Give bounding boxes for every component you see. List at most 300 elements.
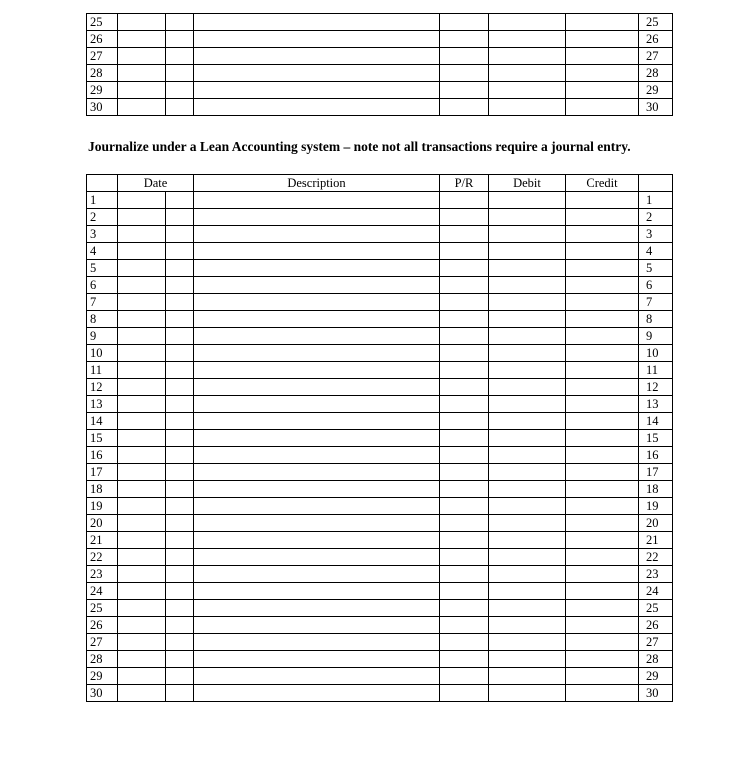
description-cell[interactable]: [194, 14, 440, 31]
table-row: [87, 209, 673, 226]
table-row: [87, 192, 673, 209]
date-month-cell[interactable]: [118, 549, 166, 566]
credit-cell[interactable]: [566, 65, 639, 82]
row-number-left: 25: [87, 14, 118, 31]
date-month-cell[interactable]: [118, 617, 166, 634]
date-month-cell[interactable]: [118, 209, 166, 226]
credit-cell[interactable]: [566, 481, 639, 498]
row-number-left: 30: [87, 685, 118, 702]
credit-cell[interactable]: [566, 651, 639, 668]
debit-cell[interactable]: [489, 685, 566, 702]
pr-cell[interactable]: [440, 413, 489, 430]
credit-cell[interactable]: [566, 617, 639, 634]
description-cell[interactable]: [194, 447, 440, 464]
row-number-left: 18: [87, 481, 118, 498]
header-debit: Debit: [489, 175, 566, 192]
pr-cell[interactable]: [440, 651, 489, 668]
credit-cell[interactable]: [566, 345, 639, 362]
credit-cell[interactable]: [566, 99, 639, 116]
description-cell[interactable]: [194, 362, 440, 379]
debit-cell[interactable]: [489, 566, 566, 583]
row-number-left: 26: [87, 617, 118, 634]
credit-cell[interactable]: [566, 447, 639, 464]
date-day-cell[interactable]: [166, 243, 194, 260]
pr-cell[interactable]: [440, 345, 489, 362]
date-month-cell[interactable]: [118, 48, 166, 65]
credit-cell[interactable]: [566, 532, 639, 549]
credit-cell[interactable]: [566, 600, 639, 617]
table-row: [87, 345, 673, 362]
date-month-cell[interactable]: [118, 379, 166, 396]
table-row: [87, 82, 673, 99]
date-month-cell[interactable]: [118, 600, 166, 617]
date-day-cell[interactable]: [166, 379, 194, 396]
pr-cell[interactable]: [440, 668, 489, 685]
date-day-cell[interactable]: [166, 294, 194, 311]
credit-cell[interactable]: [566, 464, 639, 481]
debit-cell[interactable]: [489, 345, 566, 362]
pr-cell[interactable]: [440, 600, 489, 617]
table-row: [87, 447, 673, 464]
row-number-right: 28: [639, 651, 673, 668]
table-row: [87, 277, 673, 294]
debit-cell[interactable]: [489, 192, 566, 209]
credit-cell[interactable]: [566, 566, 639, 583]
table-row: [87, 651, 673, 668]
table-row: [87, 65, 673, 82]
date-day-cell[interactable]: [166, 48, 194, 65]
credit-cell[interactable]: [566, 430, 639, 447]
pr-cell[interactable]: [440, 515, 489, 532]
row-number-left: 15: [87, 430, 118, 447]
description-cell[interactable]: [194, 549, 440, 566]
description-cell[interactable]: [194, 515, 440, 532]
date-day-cell[interactable]: [166, 447, 194, 464]
date-month-cell[interactable]: [118, 277, 166, 294]
description-cell[interactable]: [194, 651, 440, 668]
credit-cell[interactable]: [566, 634, 639, 651]
row-number-left: 27: [87, 634, 118, 651]
date-day-cell[interactable]: [166, 498, 194, 515]
table-row: [87, 311, 673, 328]
row-number-left: 1: [87, 192, 118, 209]
row-number-left: 28: [87, 65, 118, 82]
main-journal-table: [86, 174, 673, 702]
pr-cell[interactable]: [440, 362, 489, 379]
row-number-right: 10: [639, 345, 673, 362]
row-number-left: 29: [87, 82, 118, 99]
row-number-left: 28: [87, 651, 118, 668]
date-month-cell[interactable]: [118, 413, 166, 430]
date-day-cell[interactable]: [166, 31, 194, 48]
table-row: [87, 396, 673, 413]
pr-cell[interactable]: [440, 48, 489, 65]
date-day-cell[interactable]: [166, 99, 194, 116]
date-day-cell[interactable]: [166, 65, 194, 82]
description-cell[interactable]: [194, 345, 440, 362]
pr-cell[interactable]: [440, 328, 489, 345]
row-number-left: 10: [87, 345, 118, 362]
pr-cell[interactable]: [440, 65, 489, 82]
description-cell[interactable]: [194, 99, 440, 116]
date-month-cell[interactable]: [118, 260, 166, 277]
pr-cell[interactable]: [440, 396, 489, 413]
credit-cell[interactable]: [566, 226, 639, 243]
debit-cell[interactable]: [489, 209, 566, 226]
date-month-cell[interactable]: [118, 82, 166, 99]
debit-cell[interactable]: [489, 600, 566, 617]
debit-cell[interactable]: [489, 549, 566, 566]
pr-cell[interactable]: [440, 464, 489, 481]
table-row: [87, 328, 673, 345]
table-row: [87, 99, 673, 116]
debit-cell[interactable]: [489, 243, 566, 260]
row-number-left: 12: [87, 379, 118, 396]
row-number-right: 16: [639, 447, 673, 464]
row-number-left: 14: [87, 413, 118, 430]
credit-cell[interactable]: [566, 668, 639, 685]
row-number-left: 19: [87, 498, 118, 515]
description-cell[interactable]: [194, 617, 440, 634]
table-row: [87, 515, 673, 532]
row-number-left: 25: [87, 600, 118, 617]
header-pr: P/R: [440, 175, 489, 192]
pr-cell[interactable]: [440, 566, 489, 583]
row-number-right: 18: [639, 481, 673, 498]
credit-cell[interactable]: [566, 583, 639, 600]
description-cell[interactable]: [194, 294, 440, 311]
date-day-cell[interactable]: [166, 464, 194, 481]
credit-cell[interactable]: [566, 311, 639, 328]
row-number-right: 30: [639, 685, 673, 702]
debit-cell[interactable]: [489, 447, 566, 464]
pr-cell[interactable]: [440, 532, 489, 549]
pr-cell[interactable]: [440, 481, 489, 498]
credit-cell[interactable]: [566, 328, 639, 345]
row-number-right: 25: [639, 14, 673, 31]
table-row: [87, 379, 673, 396]
debit-cell[interactable]: [489, 362, 566, 379]
pr-cell[interactable]: [440, 82, 489, 99]
row-number-right: 24: [639, 583, 673, 600]
pr-cell[interactable]: [440, 379, 489, 396]
table-row: [87, 668, 673, 685]
date-day-cell[interactable]: [166, 192, 194, 209]
row-number-right: 20: [639, 515, 673, 532]
pr-cell[interactable]: [440, 634, 489, 651]
row-number-right: 26: [639, 31, 673, 48]
debit-cell[interactable]: [489, 260, 566, 277]
row-number-left: 8: [87, 311, 118, 328]
date-day-cell[interactable]: [166, 277, 194, 294]
description-cell[interactable]: [194, 430, 440, 447]
description-cell[interactable]: [194, 413, 440, 430]
credit-cell[interactable]: [566, 413, 639, 430]
description-cell[interactable]: [194, 583, 440, 600]
row-number-left: 21: [87, 532, 118, 549]
row-number-left: 24: [87, 583, 118, 600]
pr-cell[interactable]: [440, 226, 489, 243]
credit-cell[interactable]: [566, 498, 639, 515]
date-month-cell[interactable]: [118, 447, 166, 464]
table-row: [87, 31, 673, 48]
row-number-right: 23: [639, 566, 673, 583]
pr-cell[interactable]: [440, 685, 489, 702]
date-month-cell[interactable]: [118, 651, 166, 668]
row-number-left: 11: [87, 362, 118, 379]
date-month-cell[interactable]: [118, 294, 166, 311]
date-month-cell[interactable]: [118, 532, 166, 549]
header-description: Description: [194, 175, 440, 192]
debit-cell[interactable]: [489, 430, 566, 447]
credit-cell[interactable]: [566, 48, 639, 65]
credit-cell[interactable]: [566, 379, 639, 396]
row-number-left: 3: [87, 226, 118, 243]
row-number-right: 28: [639, 65, 673, 82]
credit-cell[interactable]: [566, 549, 639, 566]
description-cell[interactable]: [194, 209, 440, 226]
pr-cell[interactable]: [440, 311, 489, 328]
pr-cell[interactable]: [440, 192, 489, 209]
date-day-cell[interactable]: [166, 566, 194, 583]
date-day-cell[interactable]: [166, 226, 194, 243]
date-day-cell[interactable]: [166, 413, 194, 430]
debit-cell[interactable]: [489, 379, 566, 396]
description-cell[interactable]: [194, 328, 440, 345]
date-day-cell[interactable]: [166, 311, 194, 328]
date-month-cell[interactable]: [118, 311, 166, 328]
credit-cell[interactable]: [566, 685, 639, 702]
row-number-right: 6: [639, 277, 673, 294]
pr-cell[interactable]: [440, 31, 489, 48]
date-month-cell[interactable]: [118, 226, 166, 243]
description-cell[interactable]: [194, 685, 440, 702]
table-row: [87, 294, 673, 311]
table-row: [87, 685, 673, 702]
description-cell[interactable]: [194, 277, 440, 294]
debit-cell[interactable]: [489, 99, 566, 116]
description-cell[interactable]: [194, 260, 440, 277]
description-cell[interactable]: [194, 243, 440, 260]
date-day-cell[interactable]: [166, 685, 194, 702]
date-month-cell[interactable]: [118, 362, 166, 379]
date-day-cell[interactable]: [166, 515, 194, 532]
row-number-left: 6: [87, 277, 118, 294]
pr-cell[interactable]: [440, 99, 489, 116]
row-number-left: 2: [87, 209, 118, 226]
debit-cell[interactable]: [489, 396, 566, 413]
date-day-cell[interactable]: [166, 651, 194, 668]
description-cell[interactable]: [194, 498, 440, 515]
debit-cell[interactable]: [489, 515, 566, 532]
credit-cell[interactable]: [566, 14, 639, 31]
pr-cell[interactable]: [440, 294, 489, 311]
date-month-cell[interactable]: [118, 345, 166, 362]
date-month-cell[interactable]: [118, 515, 166, 532]
credit-cell[interactable]: [566, 294, 639, 311]
credit-cell[interactable]: [566, 31, 639, 48]
debit-cell[interactable]: [489, 617, 566, 634]
row-number-left: 29: [87, 668, 118, 685]
table-row: [87, 481, 673, 498]
credit-cell[interactable]: [566, 362, 639, 379]
date-day-cell[interactable]: [166, 82, 194, 99]
description-cell[interactable]: [194, 48, 440, 65]
credit-cell[interactable]: [566, 243, 639, 260]
description-cell[interactable]: [194, 192, 440, 209]
table-row: [87, 413, 673, 430]
date-month-cell[interactable]: [118, 14, 166, 31]
table-row: [87, 243, 673, 260]
description-cell[interactable]: [194, 396, 440, 413]
row-number-right: 14: [639, 413, 673, 430]
pr-cell[interactable]: [440, 617, 489, 634]
date-month-cell[interactable]: [118, 668, 166, 685]
pr-cell[interactable]: [440, 277, 489, 294]
date-day-cell[interactable]: [166, 362, 194, 379]
date-month-cell[interactable]: [118, 498, 166, 515]
date-day-cell[interactable]: [166, 260, 194, 277]
description-cell[interactable]: [194, 379, 440, 396]
debit-cell[interactable]: [489, 634, 566, 651]
row-number-right: 19: [639, 498, 673, 515]
pr-cell[interactable]: [440, 14, 489, 31]
date-month-cell[interactable]: [118, 192, 166, 209]
row-number-right: 7: [639, 294, 673, 311]
row-number-right: 27: [639, 48, 673, 65]
debit-cell[interactable]: [489, 277, 566, 294]
date-day-cell[interactable]: [166, 396, 194, 413]
row-number-left: 30: [87, 99, 118, 116]
pr-cell[interactable]: [440, 260, 489, 277]
credit-cell[interactable]: [566, 396, 639, 413]
date-day-cell[interactable]: [166, 549, 194, 566]
debit-cell[interactable]: [489, 82, 566, 99]
debit-cell[interactable]: [489, 311, 566, 328]
debit-cell[interactable]: [489, 48, 566, 65]
description-cell[interactable]: [194, 31, 440, 48]
date-month-cell[interactable]: [118, 481, 166, 498]
row-number-right: 27: [639, 634, 673, 651]
column-header-row: [87, 175, 673, 192]
description-cell[interactable]: [194, 668, 440, 685]
date-month-cell[interactable]: [118, 430, 166, 447]
table-row: [87, 566, 673, 583]
row-number-right: 17: [639, 464, 673, 481]
date-month-cell[interactable]: [118, 396, 166, 413]
description-cell[interactable]: [194, 464, 440, 481]
debit-cell[interactable]: [489, 498, 566, 515]
row-number-left: 7: [87, 294, 118, 311]
date-day-cell[interactable]: [166, 209, 194, 226]
date-month-cell[interactable]: [118, 65, 166, 82]
pr-cell[interactable]: [440, 549, 489, 566]
date-month-cell[interactable]: [118, 328, 166, 345]
debit-cell[interactable]: [489, 668, 566, 685]
debit-cell[interactable]: [489, 583, 566, 600]
date-month-cell[interactable]: [118, 634, 166, 651]
date-day-cell[interactable]: [166, 600, 194, 617]
description-cell[interactable]: [194, 226, 440, 243]
date-day-cell[interactable]: [166, 481, 194, 498]
description-cell[interactable]: [194, 634, 440, 651]
debit-cell[interactable]: [489, 651, 566, 668]
description-cell[interactable]: [194, 481, 440, 498]
debit-cell[interactable]: [489, 413, 566, 430]
date-month-cell[interactable]: [118, 583, 166, 600]
pr-cell[interactable]: [440, 243, 489, 260]
header-date: Date: [118, 175, 194, 192]
pr-cell[interactable]: [440, 583, 489, 600]
date-month-cell[interactable]: [118, 464, 166, 481]
credit-cell[interactable]: [566, 260, 639, 277]
row-number-right: 4: [639, 243, 673, 260]
pr-cell[interactable]: [440, 209, 489, 226]
debit-cell[interactable]: [489, 464, 566, 481]
description-cell[interactable]: [194, 600, 440, 617]
table-row: [87, 532, 673, 549]
debit-cell[interactable]: [489, 328, 566, 345]
row-number-right: 21: [639, 532, 673, 549]
row-number-left: 5: [87, 260, 118, 277]
date-day-cell[interactable]: [166, 328, 194, 345]
date-day-cell[interactable]: [166, 345, 194, 362]
credit-cell[interactable]: [566, 277, 639, 294]
debit-cell[interactable]: [489, 14, 566, 31]
credit-cell[interactable]: [566, 82, 639, 99]
debit-cell[interactable]: [489, 532, 566, 549]
date-month-cell[interactable]: [118, 243, 166, 260]
debit-cell[interactable]: [489, 226, 566, 243]
credit-cell[interactable]: [566, 515, 639, 532]
credit-cell[interactable]: [566, 209, 639, 226]
credit-cell[interactable]: [566, 192, 639, 209]
date-month-cell[interactable]: [118, 99, 166, 116]
debit-cell[interactable]: [489, 31, 566, 48]
debit-cell[interactable]: [489, 481, 566, 498]
description-cell[interactable]: [194, 311, 440, 328]
debit-cell[interactable]: [489, 294, 566, 311]
date-day-cell[interactable]: [166, 532, 194, 549]
date-day-cell[interactable]: [166, 583, 194, 600]
row-number-right: 2: [639, 209, 673, 226]
table-row: [87, 600, 673, 617]
description-cell[interactable]: [194, 82, 440, 99]
table-row: [87, 634, 673, 651]
date-month-cell[interactable]: [118, 685, 166, 702]
description-cell[interactable]: [194, 566, 440, 583]
description-cell[interactable]: [194, 65, 440, 82]
table-row: [87, 498, 673, 515]
date-day-cell[interactable]: [166, 617, 194, 634]
pr-cell[interactable]: [440, 498, 489, 515]
pr-cell[interactable]: [440, 430, 489, 447]
row-number-left: 27: [87, 48, 118, 65]
date-month-cell[interactable]: [118, 566, 166, 583]
date-day-cell[interactable]: [166, 634, 194, 651]
date-day-cell[interactable]: [166, 14, 194, 31]
row-number-right: 12: [639, 379, 673, 396]
date-month-cell[interactable]: [118, 31, 166, 48]
row-number-left: 9: [87, 328, 118, 345]
description-cell[interactable]: [194, 532, 440, 549]
row-number-right: 26: [639, 617, 673, 634]
pr-cell[interactable]: [440, 447, 489, 464]
date-day-cell[interactable]: [166, 430, 194, 447]
row-number-left: 26: [87, 31, 118, 48]
debit-cell[interactable]: [489, 65, 566, 82]
date-day-cell[interactable]: [166, 668, 194, 685]
